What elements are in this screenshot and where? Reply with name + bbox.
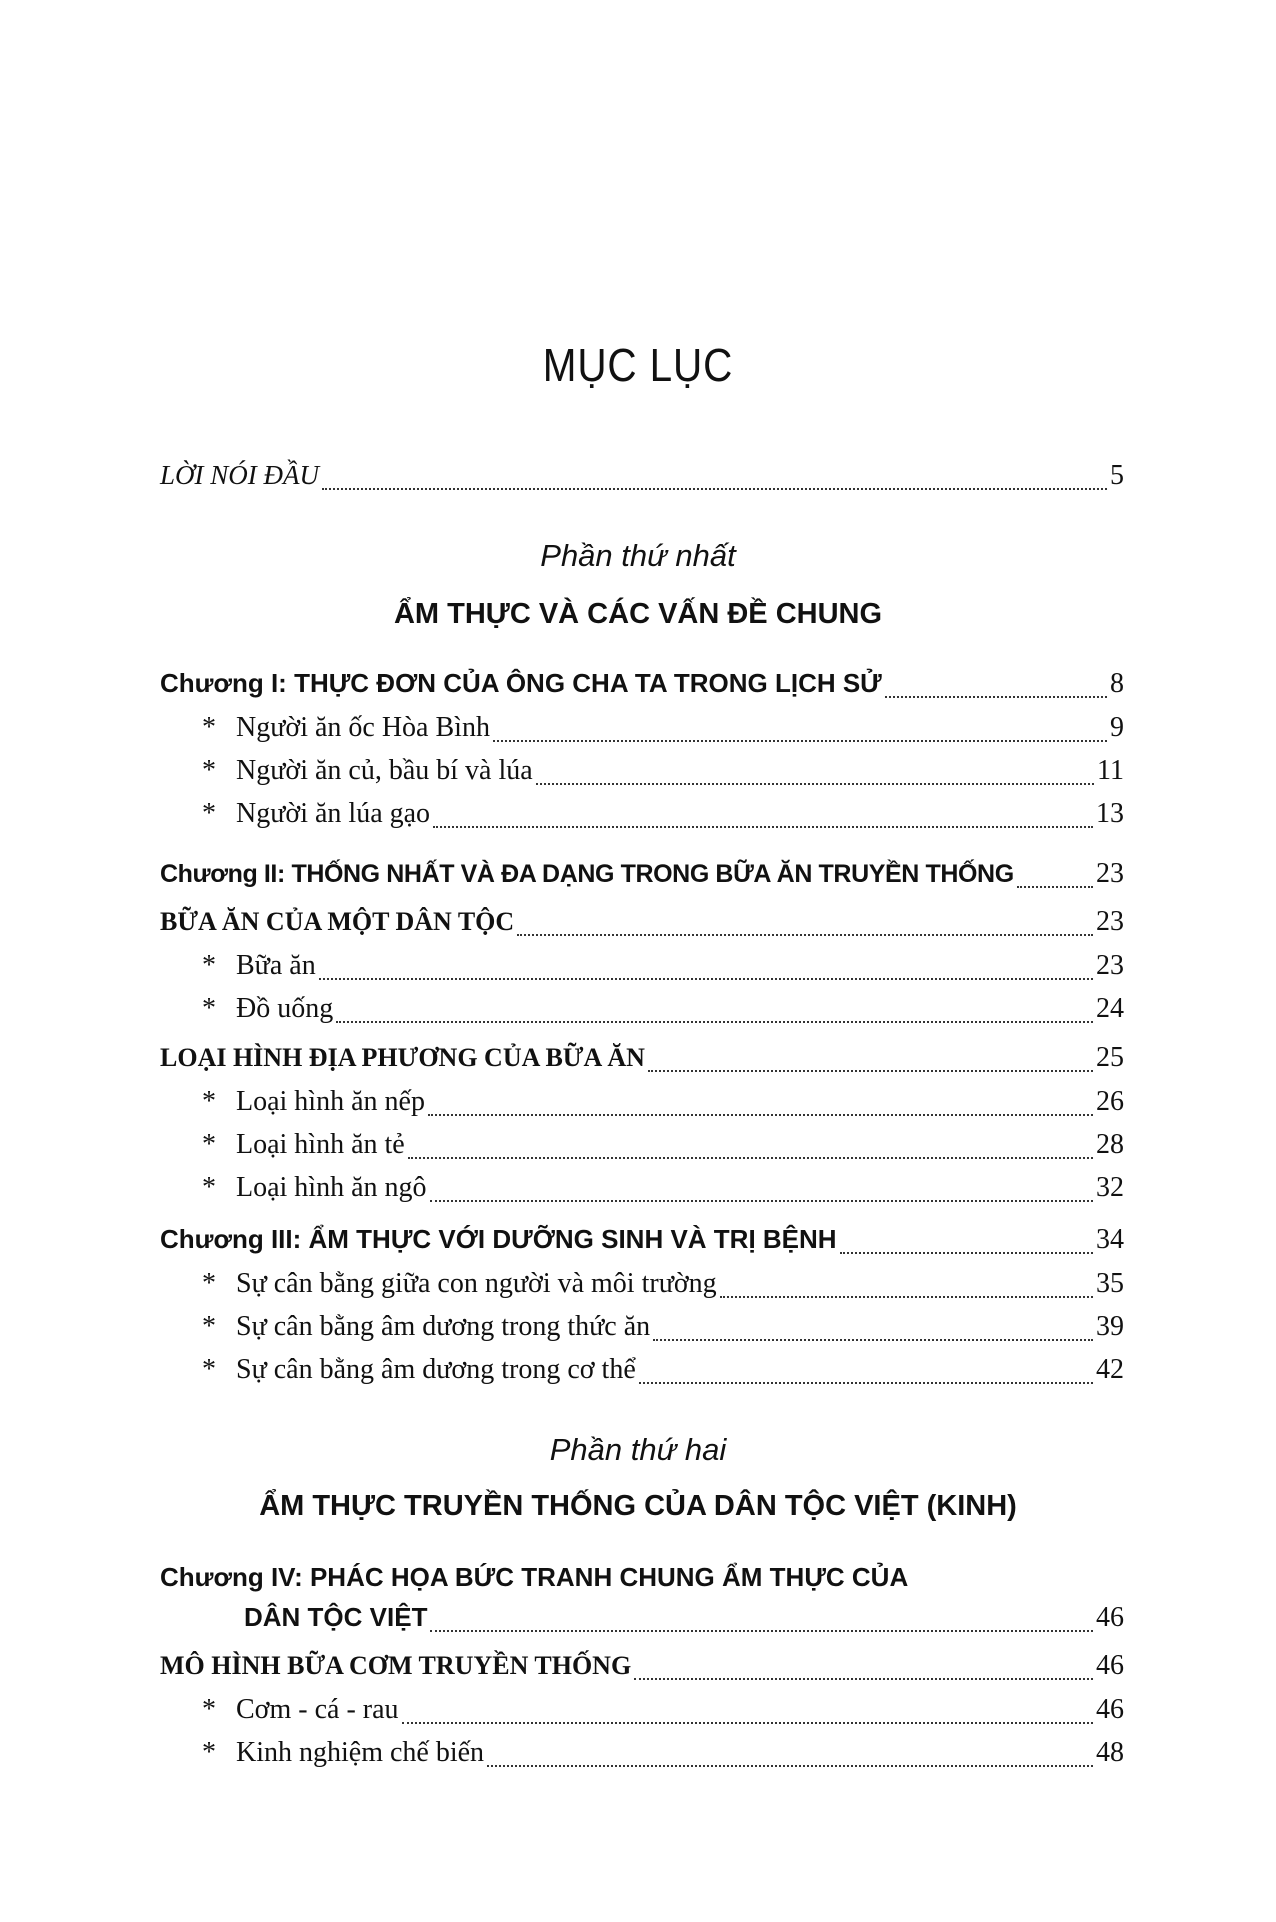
entry-page: 34 bbox=[1096, 1224, 1124, 1255]
dot-leader bbox=[517, 934, 1093, 936]
entry-page: 25 bbox=[1096, 1042, 1124, 1073]
dot-leader bbox=[430, 1200, 1093, 1202]
bullet-star: * bbox=[202, 755, 216, 786]
entry-page: 46 bbox=[1096, 1650, 1124, 1681]
toc-entry-item[interactable] bbox=[202, 755, 1124, 795]
dot-leader bbox=[336, 1021, 1093, 1023]
bullet-star: * bbox=[202, 993, 216, 1024]
toc-entry-item[interactable] bbox=[202, 1311, 1124, 1351]
dot-leader bbox=[639, 1382, 1093, 1384]
bullet-star: * bbox=[202, 1172, 216, 1203]
dot-leader bbox=[1017, 886, 1093, 888]
entry-label: DÂN TỘC VIỆT bbox=[244, 1602, 428, 1632]
bullet-star: * bbox=[202, 1737, 216, 1768]
toc-entry-item[interactable] bbox=[202, 798, 1124, 838]
entry-label: LỜI NÓI ĐẦU bbox=[160, 460, 319, 490]
bullet-star: * bbox=[202, 712, 216, 743]
entry-label: BỮA ĂN CỦA MỘT DÂN TỘC bbox=[160, 907, 515, 936]
dot-leader bbox=[430, 1630, 1093, 1632]
dot-leader bbox=[536, 783, 1094, 785]
entry-label: Đồ uống bbox=[236, 993, 334, 1024]
entry-page: 46 bbox=[1096, 1602, 1124, 1633]
entry-label: Sự cân bằng âm dương trong thức ăn bbox=[236, 1311, 651, 1342]
entry-label: Loại hình ăn tẻ bbox=[236, 1129, 405, 1160]
entry-page: 11 bbox=[1097, 755, 1124, 786]
toc-entry-item[interactable] bbox=[202, 712, 1124, 752]
entry-page: 23 bbox=[1096, 950, 1124, 981]
entry-page: 24 bbox=[1096, 993, 1124, 1024]
bullet-star: * bbox=[202, 798, 216, 829]
toc-entry-section[interactable] bbox=[160, 1042, 1124, 1082]
entry-label: Người ăn củ, bầu bí và lúa bbox=[236, 755, 533, 786]
dot-leader bbox=[487, 1765, 1093, 1767]
entry-page: 26 bbox=[1096, 1086, 1124, 1117]
entry-label: Cơm - cá - rau bbox=[236, 1694, 399, 1725]
entry-label: Người ăn lúa gạo bbox=[236, 798, 431, 829]
entry-label: Người ăn ốc Hòa Bình bbox=[236, 712, 490, 743]
toc-entry-item[interactable] bbox=[202, 950, 1124, 990]
toc-entry-item[interactable] bbox=[202, 1086, 1124, 1126]
dot-leader bbox=[634, 1678, 1093, 1680]
toc-entry-chapter3[interactable] bbox=[160, 1224, 1124, 1264]
toc-entry-section[interactable] bbox=[160, 1650, 1124, 1690]
bullet-star: * bbox=[202, 1268, 216, 1299]
entry-label: Chương III: ẨM THỰC VỚI DƯỠNG SINH VÀ TRỊ BỆNH bbox=[160, 1224, 837, 1254]
entry-page: 28 bbox=[1096, 1129, 1124, 1160]
entry-page: 35 bbox=[1096, 1268, 1124, 1299]
toc-entry-chapter4[interactable] bbox=[244, 1602, 1124, 1642]
toc-entry-chapter4-line1[interactable]: Chương IV: PHÁC HỌA BỨC TRANH CHUNG ẨM THỰC CỦA bbox=[160, 1562, 909, 1592]
dot-leader bbox=[720, 1296, 1093, 1298]
toc-entry-item[interactable] bbox=[202, 1694, 1124, 1734]
entry-page: 32 bbox=[1096, 1172, 1124, 1203]
entry-label: Loại hình ăn ngô bbox=[236, 1172, 427, 1203]
entry-label: LOẠI HÌNH ĐỊA PHƯƠNG CỦA BỮA ĂN bbox=[160, 1043, 645, 1072]
toc-entry-item[interactable] bbox=[202, 1129, 1124, 1169]
part1-label: Phần thứ nhất bbox=[540, 538, 736, 573]
bullet-star: * bbox=[202, 1694, 216, 1725]
dot-leader bbox=[408, 1157, 1093, 1159]
toc-entry-section[interactable] bbox=[160, 906, 1124, 946]
part2-title: ẨM THỰC TRUYỀN THỐNG CỦA DÂN TỘC VIỆT (KINH) bbox=[259, 1490, 1017, 1522]
part1-title: ẨM THỰC VÀ CÁC VẤN ĐỀ CHUNG bbox=[393, 598, 883, 630]
entry-page: 8 bbox=[1110, 668, 1124, 699]
entry-label: Kinh nghiệm chế biến bbox=[236, 1737, 485, 1768]
dot-leader bbox=[319, 978, 1093, 980]
dot-leader bbox=[648, 1070, 1093, 1072]
toc-entry-item[interactable] bbox=[202, 993, 1124, 1033]
entry-label: MÔ HÌNH BỮA CƠM TRUYỀN THỐNG bbox=[160, 1651, 632, 1680]
bullet-star: * bbox=[202, 950, 216, 981]
toc-entry-item[interactable] bbox=[202, 1268, 1124, 1308]
entry-label: Sự cân bằng giữa con người và môi trường bbox=[236, 1268, 717, 1299]
bullet-star: * bbox=[202, 1129, 216, 1160]
dot-leader bbox=[428, 1114, 1093, 1116]
part2-label: Phần thứ hai bbox=[549, 1432, 727, 1467]
dot-leader bbox=[840, 1252, 1093, 1254]
entry-page: 46 bbox=[1096, 1694, 1124, 1725]
entry-label: Bữa ăn bbox=[236, 950, 316, 981]
toc-entry-preface[interactable] bbox=[160, 460, 1124, 500]
entry-label: Chương II: THỐNG NHẤT VÀ ĐA DẠNG TRONG BỮA ĂN TRUYỀN THỐNG bbox=[160, 860, 1014, 888]
toc-entry-item[interactable] bbox=[202, 1737, 1124, 1777]
bullet-star: * bbox=[202, 1311, 216, 1342]
entry-page: 13 bbox=[1096, 798, 1124, 829]
dot-leader bbox=[433, 826, 1093, 828]
toc-entry-item[interactable] bbox=[202, 1354, 1124, 1394]
entry-label: Chương I: THỰC ĐƠN CỦA ÔNG CHA TA TRONG LỊCH SỬ bbox=[160, 668, 882, 698]
entry-page: 48 bbox=[1096, 1737, 1124, 1768]
bullet-star: * bbox=[202, 1354, 216, 1385]
entry-page: 39 bbox=[1096, 1311, 1124, 1342]
entry-page: 5 bbox=[1110, 460, 1124, 491]
dot-leader bbox=[493, 740, 1107, 742]
entry-page: 23 bbox=[1096, 858, 1124, 889]
entry-label: Loại hình ăn nếp bbox=[236, 1086, 425, 1117]
toc-entry-chapter1[interactable] bbox=[160, 668, 1124, 708]
dot-leader bbox=[885, 696, 1107, 698]
entry-page: 42 bbox=[1096, 1354, 1124, 1385]
page-title: MỤC LỤC bbox=[542, 339, 734, 391]
entry-page: 23 bbox=[1096, 906, 1124, 937]
entry-label: Sự cân bằng âm dương trong cơ thể bbox=[236, 1354, 636, 1385]
entry-page: 9 bbox=[1110, 712, 1124, 743]
toc-entry-item[interactable] bbox=[202, 1172, 1124, 1212]
dot-leader bbox=[653, 1339, 1093, 1341]
bullet-star: * bbox=[202, 1086, 216, 1117]
toc-entry-chapter2[interactable] bbox=[160, 858, 1124, 898]
dot-leader bbox=[322, 488, 1107, 490]
dot-leader bbox=[402, 1722, 1093, 1724]
